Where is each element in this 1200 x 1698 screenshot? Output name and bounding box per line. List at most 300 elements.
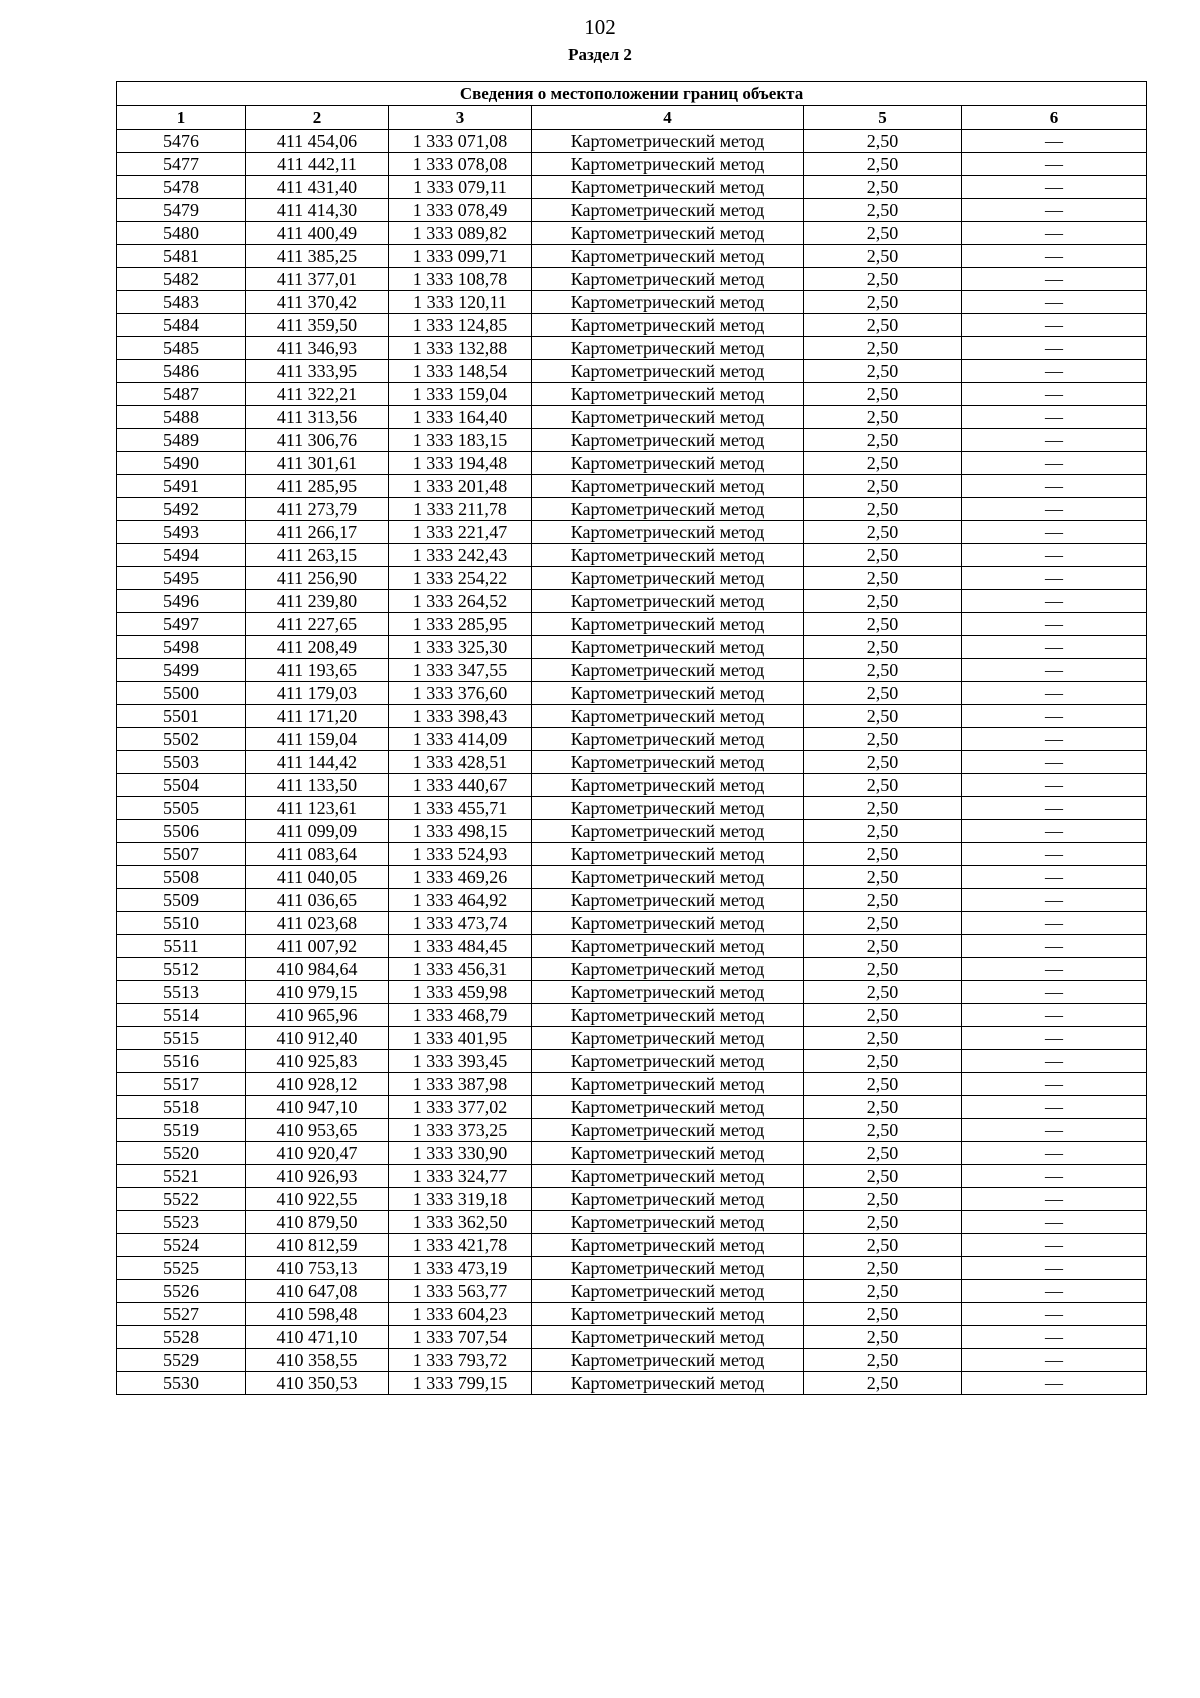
method-cell: Картометрический метод [532, 1050, 804, 1073]
table-row [117, 613, 1147, 636]
column-header: 1 [117, 106, 246, 130]
table-row [117, 1372, 1147, 1395]
x-coordinate-cell: 410 471,10 [246, 1326, 389, 1349]
y-coordinate-cell: 1 333 387,98 [389, 1073, 532, 1096]
method-cell: Картометрический метод [532, 613, 804, 636]
x-coordinate-cell: 411 322,21 [246, 383, 389, 406]
x-coordinate-cell: 410 928,12 [246, 1073, 389, 1096]
table-row [117, 1303, 1147, 1326]
accuracy-cell: 2,50 [804, 1234, 962, 1257]
point-number-cell: 5512 [117, 958, 246, 981]
accuracy-cell: 2,50 [804, 1050, 962, 1073]
y-coordinate-cell: 1 333 563,77 [389, 1280, 532, 1303]
table-row [117, 1165, 1147, 1188]
point-number-cell: 5504 [117, 774, 246, 797]
x-coordinate-cell: 410 953,65 [246, 1119, 389, 1142]
y-coordinate-cell: 1 333 484,45 [389, 935, 532, 958]
point-number-cell: 5486 [117, 360, 246, 383]
accuracy-cell: 2,50 [804, 222, 962, 245]
table-row [117, 314, 1147, 337]
point-number-cell: 5499 [117, 659, 246, 682]
y-coordinate-cell: 1 333 124,85 [389, 314, 532, 337]
point-number-cell: 5492 [117, 498, 246, 521]
y-coordinate-cell: 1 333 285,95 [389, 613, 532, 636]
column-header: 6 [962, 106, 1147, 130]
x-coordinate-cell: 411 159,04 [246, 728, 389, 751]
note-cell: — [962, 889, 1147, 912]
point-number-cell: 5519 [117, 1119, 246, 1142]
table-row [117, 176, 1147, 199]
y-coordinate-cell: 1 333 071,08 [389, 130, 532, 153]
point-number-cell: 5523 [117, 1211, 246, 1234]
point-number-cell: 5529 [117, 1349, 246, 1372]
point-number-cell: 5490 [117, 452, 246, 475]
y-coordinate-cell: 1 333 221,47 [389, 521, 532, 544]
table-row [117, 567, 1147, 590]
x-coordinate-cell: 410 925,83 [246, 1050, 389, 1073]
method-cell: Картометрический метод [532, 222, 804, 245]
y-coordinate-cell: 1 333 362,50 [389, 1211, 532, 1234]
accuracy-cell: 2,50 [804, 1096, 962, 1119]
x-coordinate-cell: 411 023,68 [246, 912, 389, 935]
y-coordinate-cell: 1 333 376,60 [389, 682, 532, 705]
method-cell: Картометрический метод [532, 958, 804, 981]
y-coordinate-cell: 1 333 120,11 [389, 291, 532, 314]
y-coordinate-cell: 1 333 498,15 [389, 820, 532, 843]
method-cell: Картометрический метод [532, 383, 804, 406]
note-cell: — [962, 1073, 1147, 1096]
accuracy-cell: 2,50 [804, 406, 962, 429]
x-coordinate-cell: 411 133,50 [246, 774, 389, 797]
point-number-cell: 5484 [117, 314, 246, 337]
y-coordinate-cell: 1 333 089,82 [389, 222, 532, 245]
method-cell: Картометрический метод [532, 1142, 804, 1165]
note-cell: — [962, 981, 1147, 1004]
note-cell: — [962, 1027, 1147, 1050]
accuracy-cell: 2,50 [804, 314, 962, 337]
y-coordinate-cell: 1 333 524,93 [389, 843, 532, 866]
point-number-cell: 5525 [117, 1257, 246, 1280]
method-cell: Картометрический метод [532, 291, 804, 314]
point-number-cell: 5527 [117, 1303, 246, 1326]
method-cell: Картометрический метод [532, 1188, 804, 1211]
table-row [117, 774, 1147, 797]
accuracy-cell: 2,50 [804, 682, 962, 705]
table-title: Сведения о местоположении границ объекта [117, 82, 1147, 106]
x-coordinate-cell: 410 647,08 [246, 1280, 389, 1303]
accuracy-cell: 2,50 [804, 1119, 962, 1142]
table-row [117, 337, 1147, 360]
point-number-cell: 5495 [117, 567, 246, 590]
note-cell: — [962, 1257, 1147, 1280]
note-cell: — [962, 130, 1147, 153]
note-cell: — [962, 475, 1147, 498]
method-cell: Картометрический метод [532, 1027, 804, 1050]
method-cell: Картометрический метод [532, 1257, 804, 1280]
y-coordinate-cell: 1 333 421,78 [389, 1234, 532, 1257]
table-row [117, 981, 1147, 1004]
point-number-cell: 5509 [117, 889, 246, 912]
method-cell: Картометрический метод [532, 1349, 804, 1372]
column-header: 2 [246, 106, 389, 130]
table-row [117, 866, 1147, 889]
table-row [117, 406, 1147, 429]
column-header: 5 [804, 106, 962, 130]
accuracy-cell: 2,50 [804, 797, 962, 820]
y-coordinate-cell: 1 333 414,09 [389, 728, 532, 751]
accuracy-cell: 2,50 [804, 705, 962, 728]
accuracy-cell: 2,50 [804, 981, 962, 1004]
x-coordinate-cell: 411 359,50 [246, 314, 389, 337]
table-row [117, 1142, 1147, 1165]
method-cell: Картометрический метод [532, 797, 804, 820]
note-cell: — [962, 1050, 1147, 1073]
method-cell: Картометрический метод [532, 1234, 804, 1257]
x-coordinate-cell: 411 099,09 [246, 820, 389, 843]
table-row [117, 1257, 1147, 1280]
note-cell: — [962, 843, 1147, 866]
method-cell: Картометрический метод [532, 406, 804, 429]
page-number: 102 [584, 15, 616, 39]
point-number-cell: 5480 [117, 222, 246, 245]
note-cell: — [962, 682, 1147, 705]
accuracy-cell: 2,50 [804, 866, 962, 889]
y-coordinate-cell: 1 333 108,78 [389, 268, 532, 291]
note-cell: — [962, 866, 1147, 889]
method-cell: Картометрический метод [532, 130, 804, 153]
point-number-cell: 5491 [117, 475, 246, 498]
y-coordinate-cell: 1 333 377,02 [389, 1096, 532, 1119]
note-cell: — [962, 935, 1147, 958]
note-cell: — [962, 958, 1147, 981]
note-cell: — [962, 1234, 1147, 1257]
point-number-cell: 5510 [117, 912, 246, 935]
y-coordinate-cell: 1 333 393,45 [389, 1050, 532, 1073]
point-number-cell: 5498 [117, 636, 246, 659]
y-coordinate-cell: 1 333 211,78 [389, 498, 532, 521]
method-cell: Картометрический метод [532, 544, 804, 567]
y-coordinate-cell: 1 333 459,98 [389, 981, 532, 1004]
table-row [117, 705, 1147, 728]
column-header: 3 [389, 106, 532, 130]
point-number-cell: 5501 [117, 705, 246, 728]
note-cell: — [962, 613, 1147, 636]
y-coordinate-cell: 1 333 347,55 [389, 659, 532, 682]
note-cell: — [962, 1211, 1147, 1234]
x-coordinate-cell: 411 239,80 [246, 590, 389, 613]
point-number-cell: 5476 [117, 130, 246, 153]
table-row [117, 958, 1147, 981]
accuracy-cell: 2,50 [804, 1326, 962, 1349]
point-number-cell: 5530 [117, 1372, 246, 1395]
x-coordinate-cell: 410 920,47 [246, 1142, 389, 1165]
note-cell: — [962, 360, 1147, 383]
note-cell: — [962, 567, 1147, 590]
y-coordinate-cell: 1 333 078,08 [389, 153, 532, 176]
x-coordinate-cell: 411 454,06 [246, 130, 389, 153]
note-cell: — [962, 498, 1147, 521]
x-coordinate-cell: 410 947,10 [246, 1096, 389, 1119]
table-row [117, 1027, 1147, 1050]
point-number-cell: 5502 [117, 728, 246, 751]
x-coordinate-cell: 410 984,64 [246, 958, 389, 981]
accuracy-cell: 2,50 [804, 153, 962, 176]
note-cell: — [962, 1165, 1147, 1188]
note-cell: — [962, 1280, 1147, 1303]
y-coordinate-cell: 1 333 201,48 [389, 475, 532, 498]
table-row [117, 751, 1147, 774]
accuracy-cell: 2,50 [804, 498, 962, 521]
table-row [117, 1211, 1147, 1234]
table-row [117, 682, 1147, 705]
table-row [117, 498, 1147, 521]
table-row [117, 1280, 1147, 1303]
y-coordinate-cell: 1 333 793,72 [389, 1349, 532, 1372]
accuracy-cell: 2,50 [804, 521, 962, 544]
method-cell: Картометрический метод [532, 1004, 804, 1027]
x-coordinate-cell: 411 123,61 [246, 797, 389, 820]
table-row [117, 291, 1147, 314]
point-number-cell: 5514 [117, 1004, 246, 1027]
x-coordinate-cell: 411 083,64 [246, 843, 389, 866]
y-coordinate-cell: 1 333 473,19 [389, 1257, 532, 1280]
y-coordinate-cell: 1 333 099,71 [389, 245, 532, 268]
table-row [117, 1073, 1147, 1096]
table-row [117, 153, 1147, 176]
table-row [117, 452, 1147, 475]
accuracy-cell: 2,50 [804, 1280, 962, 1303]
note-cell: — [962, 245, 1147, 268]
y-coordinate-cell: 1 333 468,79 [389, 1004, 532, 1027]
method-cell: Картометрический метод [532, 176, 804, 199]
method-cell: Картометрический метод [532, 1096, 804, 1119]
x-coordinate-cell: 410 922,55 [246, 1188, 389, 1211]
point-number-cell: 5481 [117, 245, 246, 268]
method-cell: Картометрический метод [532, 774, 804, 797]
method-cell: Картометрический метод [532, 245, 804, 268]
note-cell: — [962, 383, 1147, 406]
table-row [117, 797, 1147, 820]
note-cell: — [962, 1119, 1147, 1142]
x-coordinate-cell: 411 370,42 [246, 291, 389, 314]
y-coordinate-cell: 1 333 159,04 [389, 383, 532, 406]
accuracy-cell: 2,50 [804, 452, 962, 475]
x-coordinate-cell: 411 400,49 [246, 222, 389, 245]
y-coordinate-cell: 1 333 242,43 [389, 544, 532, 567]
point-number-cell: 5521 [117, 1165, 246, 1188]
y-coordinate-cell: 1 333 164,40 [389, 406, 532, 429]
y-coordinate-cell: 1 333 455,71 [389, 797, 532, 820]
accuracy-cell: 2,50 [804, 1257, 962, 1280]
x-coordinate-cell: 411 171,20 [246, 705, 389, 728]
method-cell: Картометрический метод [532, 889, 804, 912]
note-cell: — [962, 199, 1147, 222]
method-cell: Картометрический метод [532, 751, 804, 774]
point-number-cell: 5477 [117, 153, 246, 176]
x-coordinate-cell: 411 442,11 [246, 153, 389, 176]
accuracy-cell: 2,50 [804, 613, 962, 636]
table-row [117, 199, 1147, 222]
x-coordinate-cell: 411 385,25 [246, 245, 389, 268]
note-cell: — [962, 268, 1147, 291]
method-cell: Картометрический метод [532, 682, 804, 705]
accuracy-cell: 2,50 [804, 245, 962, 268]
table-row [117, 728, 1147, 751]
note-cell: — [962, 1004, 1147, 1027]
table-row [117, 1234, 1147, 1257]
table-row [117, 383, 1147, 406]
y-coordinate-cell: 1 333 194,48 [389, 452, 532, 475]
point-number-cell: 5508 [117, 866, 246, 889]
method-cell: Картометрический метод [532, 1211, 804, 1234]
y-coordinate-cell: 1 333 398,43 [389, 705, 532, 728]
accuracy-cell: 2,50 [804, 130, 962, 153]
table-row [117, 659, 1147, 682]
method-cell: Картометрический метод [532, 314, 804, 337]
x-coordinate-cell: 411 036,65 [246, 889, 389, 912]
x-coordinate-cell: 410 350,53 [246, 1372, 389, 1395]
y-coordinate-cell: 1 333 183,15 [389, 429, 532, 452]
method-cell: Картометрический метод [532, 153, 804, 176]
accuracy-cell: 2,50 [804, 1188, 962, 1211]
accuracy-cell: 2,50 [804, 935, 962, 958]
point-number-cell: 5494 [117, 544, 246, 567]
note-cell: — [962, 1142, 1147, 1165]
note-cell: — [962, 912, 1147, 935]
table-row [117, 912, 1147, 935]
table-row [117, 521, 1147, 544]
note-cell: — [962, 1303, 1147, 1326]
accuracy-cell: 2,50 [804, 268, 962, 291]
point-number-cell: 5483 [117, 291, 246, 314]
method-cell: Картометрический метод [532, 1326, 804, 1349]
table-row [117, 475, 1147, 498]
x-coordinate-cell: 410 926,93 [246, 1165, 389, 1188]
method-cell: Картометрический метод [532, 1280, 804, 1303]
method-cell: Картометрический метод [532, 475, 804, 498]
method-cell: Картометрический метод [532, 912, 804, 935]
table-row [117, 544, 1147, 567]
y-coordinate-cell: 1 333 473,74 [389, 912, 532, 935]
y-coordinate-cell: 1 333 319,18 [389, 1188, 532, 1211]
y-coordinate-cell: 1 333 264,52 [389, 590, 532, 613]
note-cell: — [962, 797, 1147, 820]
accuracy-cell: 2,50 [804, 1142, 962, 1165]
table-row [117, 222, 1147, 245]
y-coordinate-cell: 1 333 464,92 [389, 889, 532, 912]
note-cell: — [962, 291, 1147, 314]
note-cell: — [962, 751, 1147, 774]
y-coordinate-cell: 1 333 132,88 [389, 337, 532, 360]
method-cell: Картометрический метод [532, 498, 804, 521]
x-coordinate-cell: 411 414,30 [246, 199, 389, 222]
y-coordinate-cell: 1 333 428,51 [389, 751, 532, 774]
note-cell: — [962, 1188, 1147, 1211]
x-coordinate-cell: 411 306,76 [246, 429, 389, 452]
method-cell: Картометрический метод [532, 590, 804, 613]
y-coordinate-cell: 1 333 148,54 [389, 360, 532, 383]
accuracy-cell: 2,50 [804, 1349, 962, 1372]
table-row [117, 429, 1147, 452]
x-coordinate-cell: 411 313,56 [246, 406, 389, 429]
point-number-cell: 5485 [117, 337, 246, 360]
point-number-cell: 5526 [117, 1280, 246, 1303]
method-cell: Картометрический метод [532, 567, 804, 590]
x-coordinate-cell: 411 007,92 [246, 935, 389, 958]
method-cell: Картометрический метод [532, 268, 804, 291]
x-coordinate-cell: 411 263,15 [246, 544, 389, 567]
accuracy-cell: 2,50 [804, 567, 962, 590]
note-cell: — [962, 1349, 1147, 1372]
table-row [117, 130, 1147, 153]
note-cell: — [962, 1326, 1147, 1349]
method-cell: Картометрический метод [532, 360, 804, 383]
point-number-cell: 5489 [117, 429, 246, 452]
accuracy-cell: 2,50 [804, 1211, 962, 1234]
accuracy-cell: 2,50 [804, 337, 962, 360]
point-number-cell: 5518 [117, 1096, 246, 1119]
point-number-cell: 5517 [117, 1073, 246, 1096]
accuracy-cell: 2,50 [804, 1372, 962, 1395]
method-cell: Картометрический метод [532, 659, 804, 682]
point-number-cell: 5524 [117, 1234, 246, 1257]
x-coordinate-cell: 411 256,90 [246, 567, 389, 590]
table-row [117, 843, 1147, 866]
note-cell: — [962, 452, 1147, 475]
x-coordinate-cell: 411 266,17 [246, 521, 389, 544]
accuracy-cell: 2,50 [804, 1073, 962, 1096]
x-coordinate-cell: 411 285,95 [246, 475, 389, 498]
column-header: 4 [532, 106, 804, 130]
y-coordinate-cell: 1 333 325,30 [389, 636, 532, 659]
note-cell: — [962, 820, 1147, 843]
accuracy-cell: 2,50 [804, 912, 962, 935]
point-number-cell: 5507 [117, 843, 246, 866]
point-number-cell: 5503 [117, 751, 246, 774]
accuracy-cell: 2,50 [804, 1004, 962, 1027]
method-cell: Картометрический метод [532, 636, 804, 659]
note-cell: — [962, 705, 1147, 728]
method-cell: Картометрический метод [532, 981, 804, 1004]
point-number-cell: 5520 [117, 1142, 246, 1165]
x-coordinate-cell: 411 333,95 [246, 360, 389, 383]
note-cell: — [962, 590, 1147, 613]
table-row [117, 1326, 1147, 1349]
point-number-cell: 5487 [117, 383, 246, 406]
table-row [117, 1349, 1147, 1372]
note-cell: — [962, 659, 1147, 682]
accuracy-cell: 2,50 [804, 958, 962, 981]
point-number-cell: 5522 [117, 1188, 246, 1211]
x-coordinate-cell: 410 753,13 [246, 1257, 389, 1280]
note-cell: — [962, 337, 1147, 360]
method-cell: Картометрический метод [532, 728, 804, 751]
x-coordinate-cell: 411 179,03 [246, 682, 389, 705]
accuracy-cell: 2,50 [804, 728, 962, 751]
note-cell: — [962, 1372, 1147, 1395]
x-coordinate-cell: 411 227,65 [246, 613, 389, 636]
note-cell: — [962, 728, 1147, 751]
accuracy-cell: 2,50 [804, 889, 962, 912]
method-cell: Картометрический метод [532, 337, 804, 360]
x-coordinate-cell: 411 193,65 [246, 659, 389, 682]
note-cell: — [962, 1096, 1147, 1119]
x-coordinate-cell: 410 979,15 [246, 981, 389, 1004]
x-coordinate-cell: 411 208,49 [246, 636, 389, 659]
point-number-cell: 5482 [117, 268, 246, 291]
method-cell: Картометрический метод [532, 1073, 804, 1096]
y-coordinate-cell: 1 333 330,90 [389, 1142, 532, 1165]
